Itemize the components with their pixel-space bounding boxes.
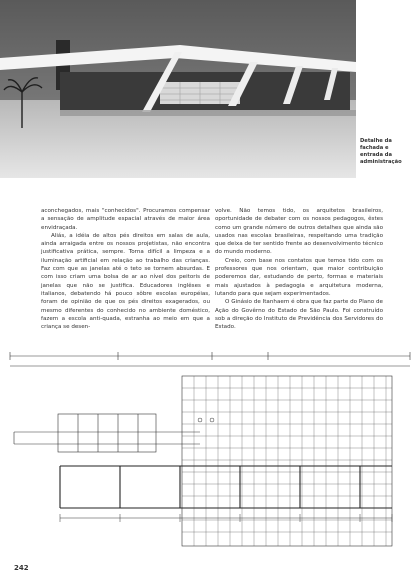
- building-photo: [0, 0, 356, 178]
- caption-line: entrada da: [360, 152, 392, 158]
- paragraph: Aliás, a idéia de altos pés direitos em salas de aula, ainda arraigada entre os nossos projetistas, não encontra justificativa prática, sempre. Torna difícil a limpeza e a iluminação artificial em relação ao trabalho das crianças. Faz com que as janelas até o teto se tornem absurdas. E com isso criam uma bolsa de ar ao nível dos peitoris de janelas que não se justifica. Educadores inglêses e italianos, debatendo há pouco sôbre escolas européias, foram de opinião de que os pés direitos exagerados, ou mesmo diferentes do conhecido no ambiente doméstico, fazem a escola anti-quada, estranha ao meio em que a criança se desen-: [41, 232, 210, 331]
- photo-caption: [360, 138, 416, 166]
- text-column-right: [215, 207, 383, 331]
- paragraph: Creio, com base nos contatos que temos tido com os professores que nos orientam, que maior contribuição poderemos dar, estudando de perto, formas e materiais mais ajustados à pedagogia e arquitetura moderna, lutando para que sejam experimentados.: [215, 257, 383, 297]
- text-column-left: [41, 207, 210, 331]
- paragraph: aconchegados, mais "conhecidos". Procuramos compensar a sensação de amplitude espacial através de maior área envidraçada.: [41, 208, 210, 231]
- caption-line: fachada e: [360, 145, 389, 151]
- paragraph: volve. Não temos tido, os arquitetos brasileiros, oportunidade de debater com os nossos pedagogos, êstes como um grande número de outros detalhes que ainda são usados nas escolas brasileiras, respeitando uma tradição que deixa de ter sentido frente ao desenvolvimento técnico do mundo moderno.: [215, 208, 383, 256]
- page-number: 242: [14, 564, 29, 572]
- paragraph: O Ginásio de Itanhaem é obra que faz parte do Plano de Ação do Govêrno do Estado de São Paulo. Foi construído sob a direção do Instituto de Previdência dos Servidores do Estado.: [215, 299, 383, 331]
- caption-line: Detalhe da: [360, 138, 392, 144]
- floor-plan-drawing: [0, 348, 418, 563]
- caption-line: administração: [360, 159, 402, 165]
